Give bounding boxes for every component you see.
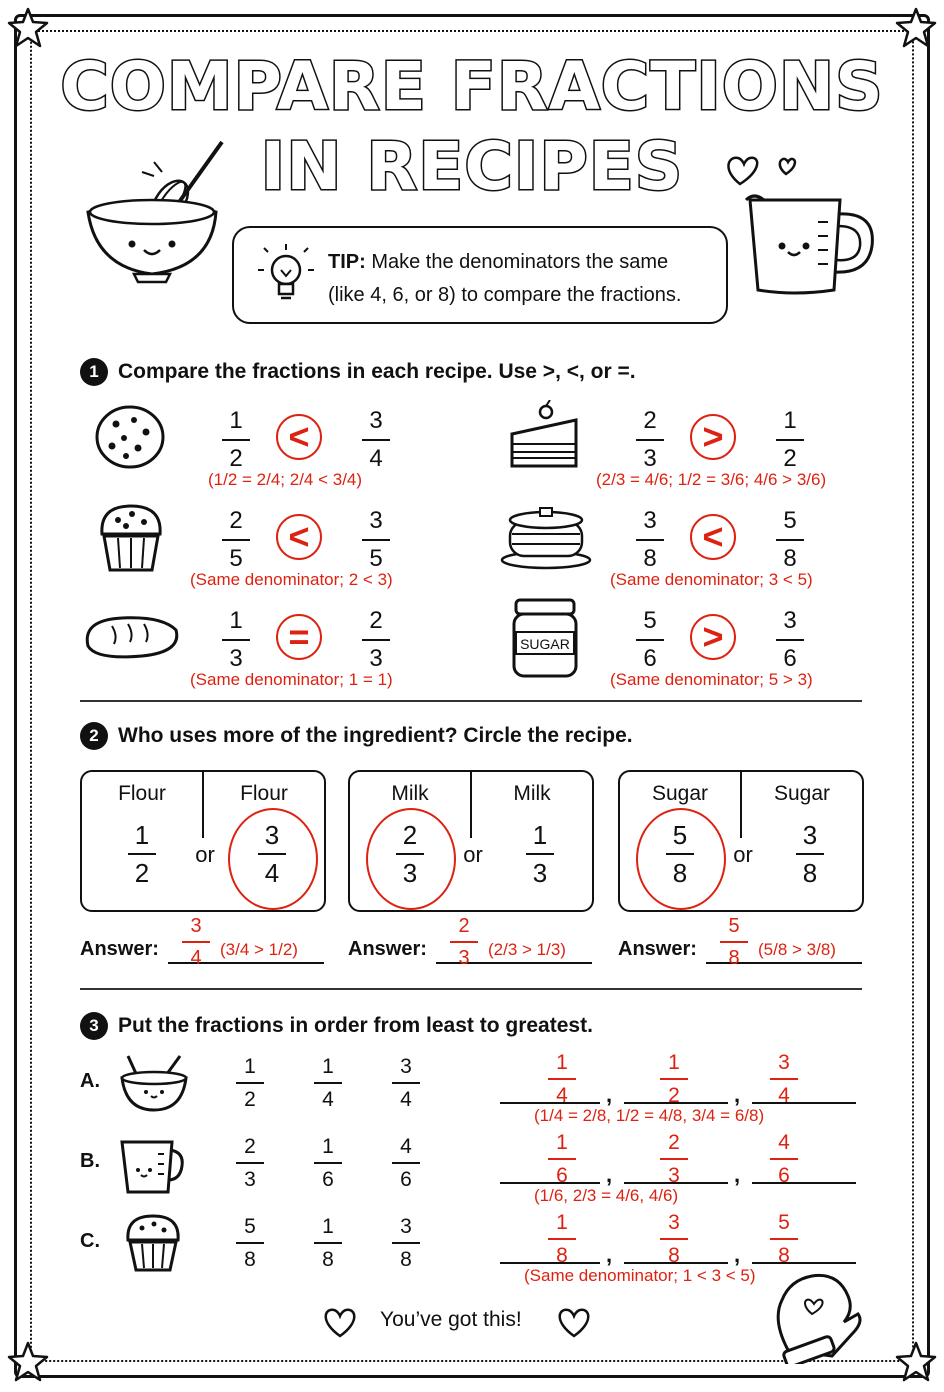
denominator: 8 xyxy=(643,545,657,572)
fraction-bar xyxy=(314,1162,342,1164)
ingredient-label: Milk xyxy=(513,782,551,805)
denominator: 4 xyxy=(556,1084,568,1107)
fraction-bar xyxy=(362,439,390,441)
fraction xyxy=(236,1134,264,1192)
fraction-bar xyxy=(314,1082,342,1084)
denominator: 2 xyxy=(668,1084,680,1107)
comma-separator: , xyxy=(606,1082,613,1107)
denominator: 4 xyxy=(190,947,202,969)
ingredient-label: Flour xyxy=(240,782,288,805)
fraction xyxy=(548,1210,576,1268)
fraction-bar xyxy=(548,1078,576,1080)
bread-icon xyxy=(82,612,182,662)
fraction xyxy=(776,606,804,674)
fraction xyxy=(236,1054,264,1112)
ingredient-label: Sugar xyxy=(651,782,709,805)
comma-separator: , xyxy=(734,1162,741,1187)
fraction xyxy=(314,1134,342,1192)
order-note: (1/6, 2/3 = 4/6, 4/6) xyxy=(534,1186,679,1205)
page-title-line2: IN RECIPES xyxy=(260,128,684,205)
star-icon xyxy=(6,6,50,50)
fraction xyxy=(770,1050,798,1108)
denominator: 3 xyxy=(643,445,657,472)
numerator: 3 xyxy=(400,1055,412,1078)
fraction-bar xyxy=(222,639,250,641)
fraction xyxy=(392,1134,420,1192)
comparison-note: (1/2 = 2/4; 2/4 < 3/4) xyxy=(208,470,363,489)
cookie-icon xyxy=(94,404,166,470)
cake-slice-icon xyxy=(506,400,582,472)
fraction xyxy=(526,820,554,888)
numerator: 3 xyxy=(802,820,818,850)
fraction xyxy=(636,406,664,474)
fraction-bar xyxy=(636,639,664,641)
tip-box xyxy=(232,226,728,324)
answer-note: (2/3 > 1/3) xyxy=(488,940,566,959)
denominator: 8 xyxy=(778,1244,790,1267)
denominator: 3 xyxy=(229,645,243,672)
denominator: 3 xyxy=(369,645,383,672)
answer-circle xyxy=(366,808,456,910)
divider xyxy=(80,988,862,990)
fraction xyxy=(222,606,250,674)
fraction-bar xyxy=(776,439,804,441)
compare-sign-circle: < xyxy=(276,514,322,560)
denominator: 8 xyxy=(400,1248,412,1271)
fraction xyxy=(362,606,390,674)
denominator: 6 xyxy=(556,1164,568,1187)
comparison-note: (Same denominator; 2 < 3) xyxy=(190,570,393,589)
fraction xyxy=(222,506,250,574)
fraction-bar xyxy=(636,439,664,441)
section1-instruction: Compare the fractions in each recipe. Use >, <, or =. xyxy=(118,360,636,383)
fraction-bar xyxy=(770,1238,798,1240)
fraction xyxy=(222,406,250,474)
fraction-bar xyxy=(392,1242,420,1244)
divider xyxy=(80,700,862,702)
numerator: 3 xyxy=(369,407,383,434)
fraction-bar xyxy=(182,941,210,943)
comparison-note: (Same denominator; 1 = 1) xyxy=(190,670,393,689)
fraction-bar xyxy=(770,1078,798,1080)
fraction-bar xyxy=(660,1078,688,1080)
tip-label: TIP: xyxy=(328,251,366,273)
denominator: 3 xyxy=(458,947,470,969)
section2-heading xyxy=(80,722,633,750)
numerator: 3 xyxy=(400,1215,412,1238)
section-number: 1 xyxy=(80,358,108,386)
answer-note: (5/8 > 3/8) xyxy=(758,940,836,959)
numerator: 5 xyxy=(643,607,657,634)
denominator: 2 xyxy=(229,445,243,472)
fraction-bar xyxy=(720,941,748,943)
fraction xyxy=(636,506,664,574)
compare-sign-circle: = xyxy=(276,614,322,660)
comma-separator: , xyxy=(734,1242,741,1267)
comma-separator: , xyxy=(606,1242,613,1267)
fraction xyxy=(660,1130,688,1188)
fraction xyxy=(548,1130,576,1188)
numerator: 4 xyxy=(778,1131,790,1154)
numerator: 2 xyxy=(244,1135,256,1158)
fraction-bar xyxy=(660,1158,688,1160)
measuring-cup-icon xyxy=(116,1136,186,1196)
answer-circle xyxy=(228,808,318,910)
fraction xyxy=(796,820,824,888)
measuring-cup-icon xyxy=(744,190,884,300)
numerator: 1 xyxy=(244,1055,256,1078)
fraction xyxy=(776,506,804,574)
fraction-bar xyxy=(636,539,664,541)
fraction xyxy=(548,1050,576,1108)
denominator: 2 xyxy=(783,445,797,472)
ingredient-comparison-box xyxy=(348,770,594,912)
comparison-note: (Same denominator; 5 > 3) xyxy=(610,670,813,689)
comparison-note: (2/3 = 4/6; 1/2 = 3/6; 4/6 > 3/6) xyxy=(596,470,827,489)
fraction-bar xyxy=(450,941,478,943)
numerator: 2 xyxy=(369,607,383,634)
denominator: 6 xyxy=(778,1164,790,1187)
fraction xyxy=(362,406,390,474)
fraction xyxy=(392,1214,420,1272)
denominator: 2 xyxy=(244,1088,256,1111)
muffin-icon xyxy=(96,500,166,574)
answer-label: Answer: xyxy=(348,938,427,960)
numerator: 3 xyxy=(778,1051,790,1074)
star-icon xyxy=(894,6,938,50)
fraction xyxy=(236,1214,264,1272)
fraction xyxy=(660,1050,688,1108)
fraction-bar xyxy=(770,1158,798,1160)
fraction-bar xyxy=(548,1158,576,1160)
fraction-bar xyxy=(236,1242,264,1244)
denominator: 6 xyxy=(322,1168,334,1191)
numerator: 5 xyxy=(728,915,740,937)
fraction xyxy=(314,1054,342,1112)
answer-blank-line xyxy=(752,1182,856,1184)
fraction xyxy=(450,914,478,970)
numerator: 3 xyxy=(783,607,797,634)
denominator: 8 xyxy=(728,947,740,969)
numerator: 3 xyxy=(264,820,280,850)
numerator: 1 xyxy=(229,607,243,634)
fraction xyxy=(770,1130,798,1188)
section3-instruction: Put the fractions in order from least to greatest. xyxy=(118,1014,593,1037)
denominator: 8 xyxy=(802,858,818,888)
fraction-bar xyxy=(776,639,804,641)
whisk-bowl-icon xyxy=(82,132,232,292)
denominator: 6 xyxy=(643,645,657,672)
denominator: 8 xyxy=(672,858,688,888)
fraction-bar xyxy=(776,539,804,541)
answer-label: Answer: xyxy=(618,938,697,960)
denominator: 8 xyxy=(668,1244,680,1267)
fraction-bar xyxy=(796,853,824,855)
fraction-bar xyxy=(362,639,390,641)
fraction xyxy=(362,506,390,574)
fraction-bar xyxy=(526,853,554,855)
row-letter: B. xyxy=(80,1150,100,1172)
mixing-bowl-icon xyxy=(118,1052,190,1114)
compare-sign-circle: < xyxy=(690,514,736,560)
star-icon xyxy=(894,1340,938,1384)
fraction-bar xyxy=(128,853,156,855)
answer-note: (3/4 > 1/2) xyxy=(220,940,298,959)
denominator: 8 xyxy=(244,1248,256,1271)
oven-mitt-icon xyxy=(768,1260,864,1364)
fraction-bar xyxy=(392,1082,420,1084)
numerator: 2 xyxy=(668,1131,680,1154)
answer-blank-line xyxy=(752,1102,856,1104)
numerator: 5 xyxy=(672,820,688,850)
fraction xyxy=(720,914,748,970)
heart-icon xyxy=(320,1306,360,1340)
numerator: 2 xyxy=(402,820,418,850)
star-icon xyxy=(6,1340,50,1384)
denominator: 4 xyxy=(264,858,280,888)
numerator: 3 xyxy=(668,1211,680,1234)
tip-line1: Make the denominators the same xyxy=(371,251,669,273)
compare-sign-circle: < xyxy=(276,414,322,460)
numerator: 1 xyxy=(783,407,797,434)
pancakes-icon xyxy=(498,498,594,572)
numerator: 2 xyxy=(458,915,470,937)
comma-separator: , xyxy=(606,1162,613,1187)
denominator: 8 xyxy=(556,1244,568,1267)
numerator: 1 xyxy=(134,820,150,850)
sugar-label: SUGAR xyxy=(520,636,570,652)
numerator: 5 xyxy=(244,1215,256,1238)
page-title-line1: COMPARE FRACTIONS xyxy=(60,48,884,125)
ingredient-comparison-box xyxy=(80,770,326,912)
section2-instruction: Who uses more of the ingredient? Circle the recipe. xyxy=(118,724,633,747)
denominator: 3 xyxy=(532,858,548,888)
denominator: 5 xyxy=(369,545,383,572)
numerator: 1 xyxy=(229,407,243,434)
denominator: 8 xyxy=(322,1248,334,1271)
numerator: 4 xyxy=(400,1135,412,1158)
fraction xyxy=(776,406,804,474)
fraction xyxy=(636,606,664,674)
ingredient-label: Sugar xyxy=(773,782,831,805)
lightbulb-icon xyxy=(256,240,316,312)
answer-label: Answer: xyxy=(80,938,159,960)
fraction-bar xyxy=(660,1238,688,1240)
section3-heading xyxy=(80,1012,593,1040)
ingredient-comparison-box xyxy=(618,770,864,912)
or-label: or xyxy=(463,842,483,867)
denominator: 8 xyxy=(783,545,797,572)
fraction xyxy=(660,1210,688,1268)
fraction-bar xyxy=(548,1238,576,1240)
numerator: 2 xyxy=(229,507,243,534)
denominator: 6 xyxy=(400,1168,412,1191)
fraction-bar xyxy=(314,1242,342,1244)
order-note: (Same denominator; 1 < 3 < 5) xyxy=(524,1266,756,1285)
denominator: 4 xyxy=(322,1088,334,1111)
cupcake-icon xyxy=(122,1210,184,1274)
heart-icon xyxy=(554,1306,594,1340)
fraction-bar xyxy=(222,439,250,441)
comma-separator: , xyxy=(734,1082,741,1107)
ingredient-label: Milk xyxy=(391,782,429,805)
heart-icon xyxy=(724,150,804,190)
or-label: or xyxy=(733,842,753,867)
fraction xyxy=(182,914,210,970)
fraction xyxy=(128,820,156,888)
numerator: 1 xyxy=(322,1055,334,1078)
section-number: 2 xyxy=(80,722,108,750)
numerator: 2 xyxy=(643,407,657,434)
row-letter: A. xyxy=(80,1070,100,1092)
or-label: or xyxy=(195,842,215,867)
denominator: 3 xyxy=(668,1164,680,1187)
denominator: 4 xyxy=(778,1084,790,1107)
denominator: 5 xyxy=(229,545,243,572)
fraction-bar xyxy=(392,1162,420,1164)
denominator: 4 xyxy=(369,445,383,472)
denominator: 3 xyxy=(244,1168,256,1191)
footer-message: You’ve got this! xyxy=(380,1308,522,1331)
numerator: 5 xyxy=(778,1211,790,1234)
row-letter: C. xyxy=(80,1230,100,1252)
numerator: 1 xyxy=(556,1051,568,1074)
fraction xyxy=(314,1214,342,1272)
section-number: 3 xyxy=(80,1012,108,1040)
fraction xyxy=(392,1054,420,1112)
compare-sign-circle: > xyxy=(690,414,736,460)
fraction-bar xyxy=(236,1162,264,1164)
fraction-bar xyxy=(222,539,250,541)
compare-sign-circle: > xyxy=(690,614,736,660)
denominator: 2 xyxy=(134,858,150,888)
fraction-bar xyxy=(236,1082,264,1084)
tip-line2: (like 4, 6, or 8) to compare the fractions. xyxy=(328,284,682,306)
numerator: 3 xyxy=(643,507,657,534)
tip-text xyxy=(328,246,682,312)
order-note: (1/4 = 2/8, 1/2 = 4/8, 3/4 = 6/8) xyxy=(534,1106,765,1125)
denominator: 4 xyxy=(400,1088,412,1111)
numerator: 1 xyxy=(556,1211,568,1234)
numerator: 3 xyxy=(369,507,383,534)
numerator: 1 xyxy=(322,1215,334,1238)
numerator: 1 xyxy=(556,1131,568,1154)
answer-circle xyxy=(636,808,726,910)
numerator: 1 xyxy=(668,1051,680,1074)
denominator: 3 xyxy=(402,858,418,888)
fraction-bar xyxy=(362,539,390,541)
numerator: 1 xyxy=(322,1135,334,1158)
numerator: 5 xyxy=(783,507,797,534)
numerator: 3 xyxy=(190,915,202,937)
ingredient-label: Flour xyxy=(118,782,166,805)
comparison-note: (Same denominator; 3 < 5) xyxy=(610,570,813,589)
section1-heading xyxy=(80,358,636,386)
denominator: 6 xyxy=(783,645,797,672)
numerator: 1 xyxy=(532,820,548,850)
